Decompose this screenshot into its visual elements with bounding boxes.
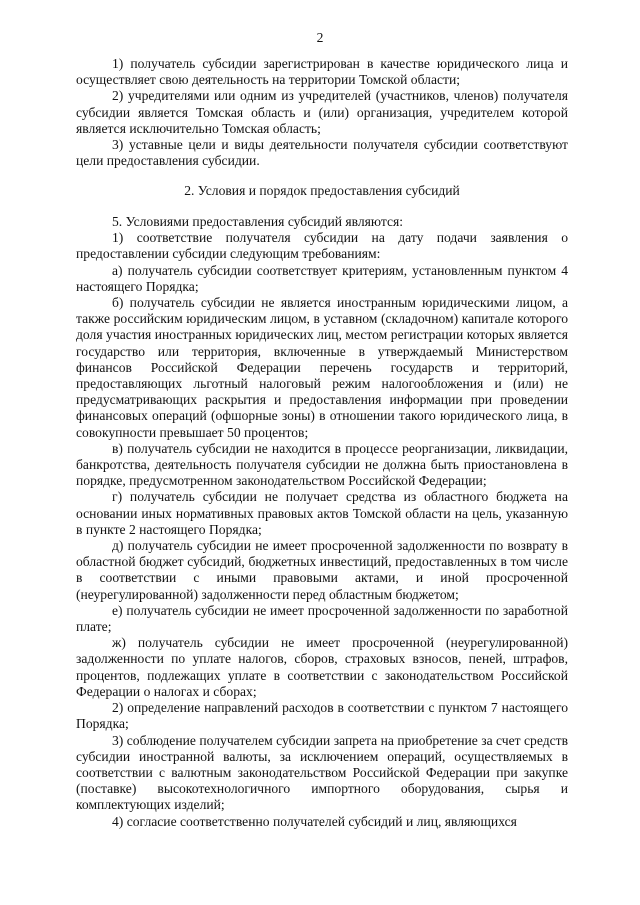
section-body <box>76 214 568 830</box>
section-paragraph: 5. Условиями предоставления субсидий являются: <box>112 214 404 229</box>
intro-item: 1) получатель субсидии зарегистрирован в качестве юридического лица и осуществляет свою деятельность на территории Томской области; <box>76 56 568 88</box>
section-paragraph: ж) получатель субсидии не имеет просроченной (неурегулированной) задолженности по уплате налогов, сборов, страховых взносов, пеней, штрафов, процентов, подлежащих уплате в соответствии с законодательством Российской Федерации о налогах и сборах; <box>76 635 568 699</box>
intro-criteria-list <box>76 56 568 169</box>
section-paragraph: б) получатель субсидии не является иностранным юридическими лицом, а также российским юридическим лицом, в уставном (складочном) капитале которого доля участия иностранных юридических лиц, местом регистрации которых является государство или территория, включенные в утверждаемый Министерством финансов Российской Федерации перечень государств и территорий, предоставляющих льготный налоговый режим налогообложения и (или) не предусматривающих раскрытия и предоставления информации при проведении финансовых операций (офшорные зоны) в отношении такого юридического лица, в совокупности превышает 50 процентов; <box>76 295 568 440</box>
section-paragraph: д) получатель субсидии не имеет просроченной задолженности по возврату в областной бюджет субсидий, бюджетных инвестиций, предоставленных в том числе в соответствии с иными правовыми актами, и иной просроченной (неурегулированной) задолженности перед областным бюджетом; <box>76 538 568 602</box>
section-paragraph: 4) согласие соответственно получателей субсидий и лиц, являющихся <box>112 813 517 829</box>
section-heading: 2. Условия и порядок предоставления субсидий <box>184 183 460 198</box>
intro-item: 2) учредителями или одним из учредителей (участников, членов) получателя субсидии является Томская область и (или) организация, учредителем которой является исключительно Томская область; <box>76 88 568 136</box>
section-paragraph: 2) определение направлений расходов в соответствии с пунктом 7 настоящего Порядка; <box>76 700 568 732</box>
section-paragraph: 3) соблюдение получателем субсидии запрета на приобретение за счет средств субсидии иностранной валюты, за исключением операций, осуществляемых в соответствии с валютным законодательством Российской Федерации при закупке (поставке) высокотехнологичного импортного оборудования, сырья и комплектующих изделий; <box>76 732 568 813</box>
section-paragraph: е) получатель субсидии не имеет просроченной задолженности по заработной плате; <box>76 602 568 635</box>
section-paragraph: в) получатель субсидии не находится в процессе реорганизации, ликвидации, банкротства, деятельность получателя субсидии не должна быть приостановлена в порядке, предусмотренном законодательством Российской Федерации; <box>76 440 568 489</box>
section-paragraph: г) получатель субсидии не получает средства из областного бюджета на основании иных нормативных правовых актов Томской области на цель, указанную в пункте 2 настоящего Порядка; <box>76 489 568 537</box>
section-paragraph: 1) соответствие получателя субсидии на дату подачи заявления о предоставлении субсидии следующим требованиям: <box>76 230 568 262</box>
section-paragraph: а) получатель субсидии соответствует критериям, установленным пунктом 4 настоящего Порядка; <box>76 262 568 294</box>
intro-item: 3) уставные цели и виды деятельности получателя субсидии соответствуют цели предоставления субсидии. <box>76 137 568 169</box>
page-number: 2 <box>316 30 324 45</box>
